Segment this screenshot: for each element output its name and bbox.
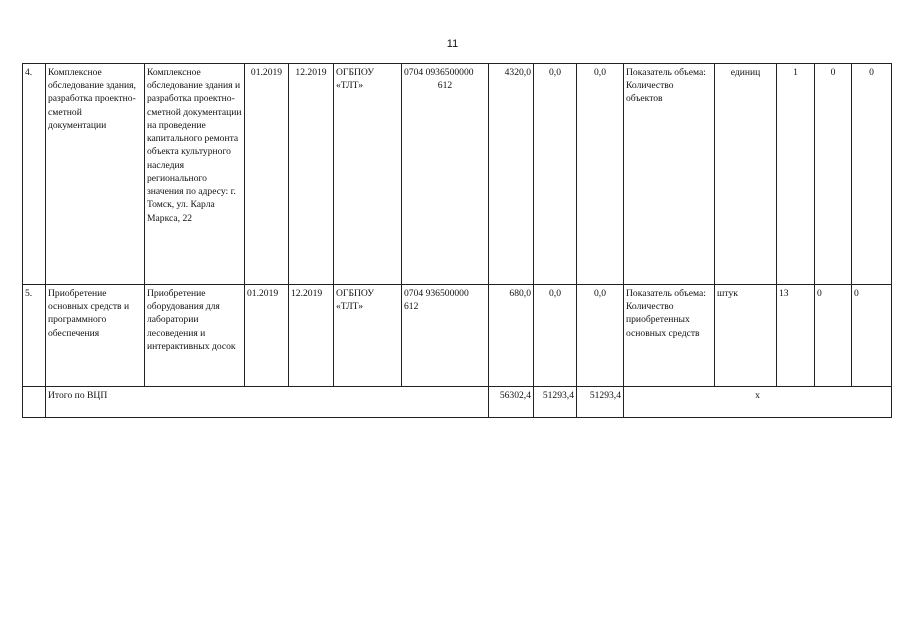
row-number: 4. bbox=[23, 64, 46, 285]
page-number: 11 bbox=[446, 38, 459, 50]
program-table bbox=[22, 63, 892, 418]
amount-year2: 0,0 bbox=[534, 285, 577, 387]
amount-year1: 680,0 bbox=[489, 285, 534, 387]
total-amount-year3: 51293,4 bbox=[577, 387, 624, 418]
amount-year2: 0,0 bbox=[534, 64, 577, 285]
budget-code-line1: 0704 0936500000 bbox=[404, 67, 474, 78]
end-date: 12.2019 bbox=[289, 285, 334, 387]
total-amount-year2: 51293,4 bbox=[534, 387, 577, 418]
budget-code-line2: 612 bbox=[437, 80, 453, 92]
budget-code-line2: 612 bbox=[404, 301, 419, 313]
indicator-unit: единиц bbox=[715, 64, 777, 285]
budget-code bbox=[402, 64, 489, 285]
budget-code bbox=[402, 285, 489, 387]
indicator-name: Показатель объема: Количество объектов bbox=[624, 64, 715, 285]
total-empty-cell bbox=[23, 387, 46, 418]
event-name: Комплексное обследование здания, разработка проектно-сметной документации bbox=[46, 64, 145, 285]
indicator-year3: 0 bbox=[852, 64, 892, 285]
start-date: 01.2019 bbox=[245, 285, 289, 387]
event-description: Комплексное обследование здания и разработка проектно-сметной документации на проведение капитального ремонта объекта культурного наследия регионального значения по адресу: г. Томск, ул. Карла Маркса, 22 bbox=[145, 64, 245, 285]
executor: ОГБПОУ «ТЛТ» bbox=[334, 285, 402, 387]
event-name: Приобретение основных средств и программного обеспечения bbox=[46, 285, 145, 387]
indicator-year2: 0 bbox=[815, 64, 852, 285]
indicator-unit: штук bbox=[715, 285, 777, 387]
row-number: 5. bbox=[23, 285, 46, 387]
amount-year3: 0,0 bbox=[577, 64, 624, 285]
indicator-year1: 1 bbox=[777, 64, 815, 285]
indicator-name: Показатель объема: Количество приобретенных основных средств bbox=[624, 285, 715, 387]
executor: ОГБПОУ «ТЛТ» bbox=[334, 64, 402, 285]
amount-year1: 4320,0 bbox=[489, 64, 534, 285]
start-date: 01.2019 bbox=[245, 64, 289, 285]
event-description: Приобретение оборудования для лаборатории лесоведения и интерактивных досок bbox=[145, 285, 245, 387]
amount-year3: 0,0 bbox=[577, 285, 624, 387]
total-label: Итого по ВЦП bbox=[46, 387, 489, 418]
total-amount-year1: 56302,4 bbox=[489, 387, 534, 418]
total-mark: x bbox=[624, 387, 892, 418]
indicator-year2: 0 bbox=[815, 285, 852, 387]
indicator-year1: 13 bbox=[777, 285, 815, 387]
table-row bbox=[23, 64, 892, 285]
indicator-year3: 0 bbox=[852, 285, 892, 387]
table-row bbox=[23, 285, 892, 387]
total-row bbox=[23, 387, 892, 418]
budget-code-line1: 0704 936500000 bbox=[404, 288, 469, 299]
end-date: 12.2019 bbox=[289, 64, 334, 285]
